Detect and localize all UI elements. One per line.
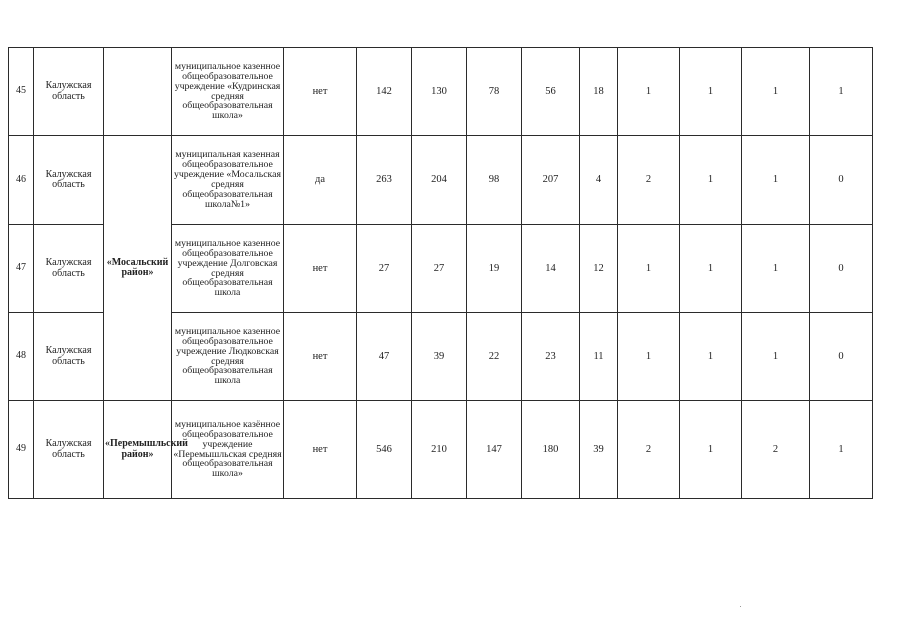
row-number: 48 [9,313,34,401]
flag-cell: нет [284,401,357,499]
schools-table [8,47,873,499]
row-number: 46 [9,136,34,225]
region-cell: Калужская область [34,136,104,225]
value-cell: 204 [412,136,467,225]
value-cell: 2 [618,136,680,225]
value-cell: 210 [412,401,467,499]
flag-cell: нет [284,225,357,313]
value-cell: 1 [742,48,810,136]
region-cell: Калужская область [34,48,104,136]
school-name-cell: муниципальная казенная общеобразовательное учреждение «Мосальская средняя общеобразовательная школа№1» [172,136,284,225]
value-cell: 98 [467,136,522,225]
value-cell: 1 [810,401,873,499]
value-cell: 18 [580,48,618,136]
value-cell: 56 [522,48,580,136]
district-cell: «Мосальский район» [104,136,172,401]
school-name-cell: муниципальное казенное общеобразовательное учреждение Людковская средняя общеобразовательная школа [172,313,284,401]
scan-speck [740,606,741,607]
region-cell: Калужская область [34,225,104,313]
value-cell: 263 [357,136,412,225]
value-cell: 1 [680,401,742,499]
value-cell: 1 [618,225,680,313]
table-row [9,401,873,499]
value-cell: 22 [467,313,522,401]
value-cell: 2 [742,401,810,499]
flag-cell: да [284,136,357,225]
value-cell: 1 [742,313,810,401]
flag-cell: нет [284,48,357,136]
district-cell: «Перемышльский район» [104,401,172,499]
value-cell: 12 [580,225,618,313]
value-cell: 1 [680,48,742,136]
value-cell: 2 [618,401,680,499]
value-cell: 1 [742,136,810,225]
school-name-cell: муниципальное казенное общеобразовательное учреждение Долговская средняя общеобразовательная школа [172,225,284,313]
value-cell: 1 [680,313,742,401]
value-cell: 130 [412,48,467,136]
value-cell: 207 [522,136,580,225]
row-number: 45 [9,48,34,136]
school-name-cell: муниципальное казённое общеобразовательное учреждение «Перемышльская средняя общеобразовательная школа» [172,401,284,499]
value-cell: 4 [580,136,618,225]
value-cell: 27 [412,225,467,313]
region-cell: Калужская область [34,401,104,499]
value-cell: 11 [580,313,618,401]
row-number: 49 [9,401,34,499]
value-cell: 1 [618,313,680,401]
value-cell: 0 [810,225,873,313]
region-cell: Калужская область [34,313,104,401]
value-cell: 27 [357,225,412,313]
value-cell: 78 [467,48,522,136]
value-cell: 19 [467,225,522,313]
value-cell: 0 [810,136,873,225]
value-cell: 546 [357,401,412,499]
value-cell: 142 [357,48,412,136]
value-cell: 0 [810,313,873,401]
value-cell: 1 [810,48,873,136]
value-cell: 1 [680,136,742,225]
value-cell: 1 [742,225,810,313]
value-cell: 147 [467,401,522,499]
row-number: 47 [9,225,34,313]
value-cell: 14 [522,225,580,313]
value-cell: 180 [522,401,580,499]
value-cell: 1 [680,225,742,313]
table-row [9,48,873,136]
value-cell: 1 [618,48,680,136]
table-row [9,136,873,225]
value-cell: 39 [412,313,467,401]
value-cell: 47 [357,313,412,401]
value-cell: 23 [522,313,580,401]
district-cell [104,48,172,136]
value-cell: 39 [580,401,618,499]
school-name-cell: муниципальное казенное общеобразовательное учреждение «Кудринская средняя общеобразовательная школа» [172,48,284,136]
flag-cell: нет [284,313,357,401]
